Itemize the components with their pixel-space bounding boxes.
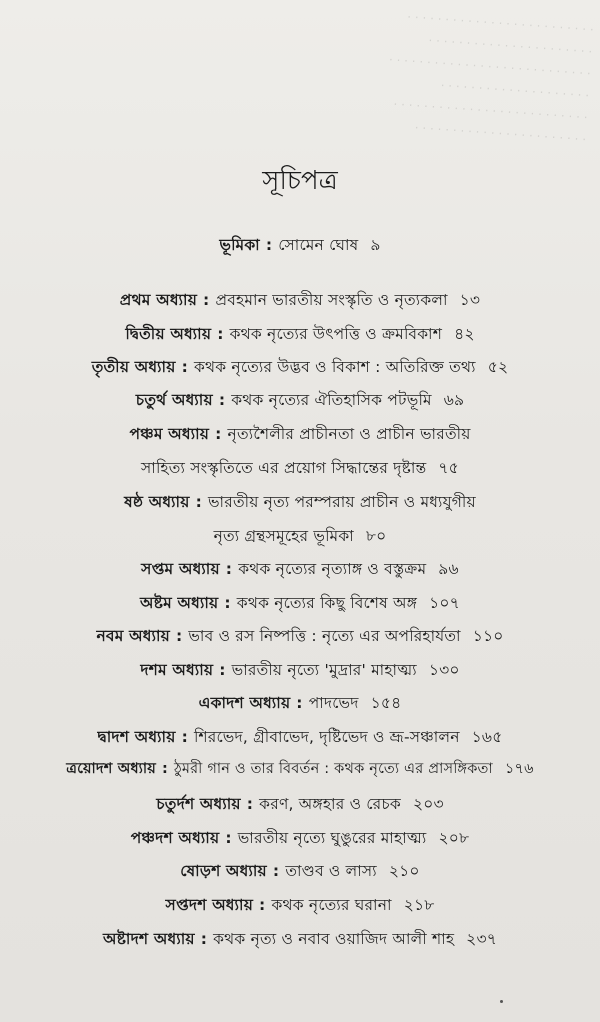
toc-text: করণ, অঙ্গহার ও রেচক bbox=[259, 795, 401, 813]
toc-entry-chapter-13: ত্রয়োদশ অধ্যায় : ঠুমরী গান ও তার বিবর্তন : কথক নৃত্যে এর প্রাসঙ্গিকতা ১৭৬ bbox=[66, 761, 534, 777]
toc-entry-chapter-6: ষষ্ঠ অধ্যায় : ভারতীয় নৃত্য পরম্পরায় প্রাচীন ও মধ্যযুগীয় নৃত্য গ্রন্থসমূহের ভূমিকা ৮০ bbox=[124, 493, 476, 545]
toc-page: ৮০ bbox=[365, 527, 387, 545]
toc-entry-chapter-3: তৃতীয় অধ্যায় : কথক নৃত্যের উদ্ভব ও বিকাশ : অতিরিক্ত তথ্য ৫২ bbox=[91, 358, 509, 376]
toc-text: কথক নৃত্যের ঘরানা bbox=[271, 896, 392, 914]
toc-entry-chapter-4: চতুর্থ অধ্যায় : কথক নৃত্যের ঐতিহাসিক পটভূমি ৬৯ bbox=[135, 391, 465, 409]
toc-page: ১৬৫ bbox=[471, 728, 503, 746]
toc-text: প্রবহমান ভারতীয় সংস্কৃতি ও নৃত্যকলা bbox=[215, 291, 448, 309]
toc-page: ২১৮ bbox=[403, 896, 435, 914]
page-title: সূচিপত্র bbox=[262, 166, 338, 196]
toc-label: ভূমিকা bbox=[219, 236, 260, 254]
toc-label: সপ্তদশ অধ্যায় bbox=[165, 896, 254, 914]
toc-label: দ্বাদশ অধ্যায় bbox=[97, 728, 176, 746]
toc-entry-chapter-9: নবম অধ্যায় : ভাব ও রস নিষ্পত্তি : নৃত্যে এর অপরিহার্যতা ১১০ bbox=[96, 627, 504, 645]
toc-page: ৪২ bbox=[454, 325, 475, 343]
toc-label: তৃতীয় অধ্যায় bbox=[91, 358, 176, 376]
toc-page: ১৩০ bbox=[428, 661, 460, 679]
toc-text: তাণ্ডব ও লাস্য bbox=[285, 862, 377, 880]
toc-entry-chapter-1: প্রথম অধ্যায় : প্রবহমান ভারতীয় সংস্কৃতি ও নৃত্যকলা ১৩ bbox=[119, 291, 481, 309]
toc-page: ২০৩ bbox=[412, 795, 444, 813]
toc-text: ভারতীয় নৃত্যে 'মুদ্রার' মাহাত্ম্য bbox=[231, 661, 417, 679]
toc-entry-chapter-2: দ্বিতীয় অধ্যায় : কথক নৃত্যের উৎপত্তি ও ক্রমবিকাশ ৪২ bbox=[125, 325, 475, 343]
toc-entry-chapter-10: দশম অধ্যায় : ভারতীয় নৃত্যে 'মুদ্রার' মাহাত্ম্য ১৩০ bbox=[140, 661, 460, 679]
toc-page: ২৩৭ bbox=[466, 930, 498, 948]
toc-page: ১০৭ bbox=[429, 594, 460, 612]
toc-text: ভাব ও রস নিষ্পত্তি : নৃত্যে এর অপরিহার্যতা bbox=[188, 627, 461, 645]
toc-text: কথক নৃত্যের কিছু বিশেষ অঙ্গ bbox=[236, 594, 418, 612]
toc-label: অষ্টাদশ অধ্যায় bbox=[102, 930, 195, 948]
toc-text: কথক নৃত্যের নৃত্যাঙ্গ ও বস্তুক্রম bbox=[238, 560, 427, 578]
toc-label: পঞ্চদশ অধ্যায় bbox=[130, 829, 220, 847]
toc-label: প্রথম অধ্যায় bbox=[119, 291, 198, 309]
toc-page: ৭৫ bbox=[438, 459, 459, 477]
toc-page: ৫২ bbox=[487, 358, 509, 376]
ink-speck bbox=[500, 1000, 503, 1003]
toc-label: সপ্তম অধ্যায় bbox=[141, 560, 220, 578]
toc-entry-chapter-12: দ্বাদশ অধ্যায় : শিরভেদ, গ্রীবাভেদ, দৃষ্টিভেদ ও ভ্রূ-সঞ্চালন ১৬৫ bbox=[97, 728, 503, 746]
toc-text: পাদভেদ bbox=[308, 694, 359, 712]
toc-label: চতুর্থ অধ্যায় bbox=[135, 391, 213, 409]
toc-entry-chapter-15: পঞ্চদশ অধ্যায় : ভারতীয় নৃত্যে ঘুঙুরের মাহাত্ম্য ২০৮ bbox=[130, 829, 470, 847]
toc-text: ভারতীয় নৃত্য পরম্পরায় প্রাচীন ও মধ্যযুগীয় bbox=[207, 493, 476, 511]
toc-label: দশম অধ্যায় bbox=[140, 661, 214, 679]
toc-text: সোমেন ঘোষ bbox=[278, 236, 359, 254]
toc-text: কথক নৃত্যের ঐতিহাসিক পটভূমি bbox=[231, 391, 432, 409]
toc-page: ১৩ bbox=[459, 291, 481, 309]
toc-text: ঠুমরী গান ও তার বিবর্তন : কথক নৃত্যে এর প্রাসঙ্গিকতা bbox=[173, 761, 493, 777]
toc-entry-chapter-11: একাদশ অধ্যায় : পাদভেদ ১৫৪ bbox=[198, 694, 402, 712]
toc-text-continued: নৃত্য গ্রন্থসমূহের ভূমিকা bbox=[213, 527, 354, 545]
toc-label: অষ্টম অধ্যায় bbox=[140, 594, 219, 612]
toc-entry-chapter-5: পঞ্চম অধ্যায় : নৃত্যশৈলীর প্রাচীনতা ও প্রাচীন ভারতীয় সাহিত্য সংস্কৃতিতে এর প্রয়োগ সিদ্ধান্তের দৃষ্টান্ত ৭৫ bbox=[129, 425, 471, 477]
toc-page: ১১০ bbox=[472, 627, 504, 645]
toc-label: ষষ্ঠ অধ্যায় bbox=[124, 493, 190, 511]
toc-label: ষোড়শ অধ্যায় bbox=[180, 862, 267, 880]
toc-text: শিরভেদ, গ্রীবাভেদ, দৃষ্টিভেদ ও ভ্রূ-সঞ্চালন bbox=[193, 728, 460, 746]
toc-entry-chapter-18: অষ্টাদশ অধ্যায় : কথক নৃত্য ও নবাব ওয়াজিদ আলী শাহ ২৩৭ bbox=[102, 930, 498, 948]
toc-page: ৬৯ bbox=[443, 391, 465, 409]
toc-label: নবম অধ্যায় bbox=[96, 627, 170, 645]
toc-label: ত্রয়োদশ অধ্যায় bbox=[66, 761, 156, 777]
toc-text: কথক নৃত্য ও নবাব ওয়াজিদ আলী শাহ bbox=[213, 930, 455, 948]
toc-label: একাদশ অধ্যায় bbox=[198, 694, 291, 712]
toc-page: ২০৮ bbox=[438, 829, 470, 847]
toc-text: কথক নৃত্যের উদ্ভব ও বিকাশ : অতিরিক্ত তথ্য bbox=[193, 358, 476, 376]
toc-page: ১৭৬ bbox=[504, 761, 534, 777]
toc-entry-chapter-16: ষোড়শ অধ্যায় : তাণ্ডব ও লাস্য ২১০ bbox=[180, 862, 420, 880]
toc-page: ১৫৪ bbox=[370, 694, 402, 712]
toc-label: পঞ্চম অধ্যায় bbox=[129, 425, 210, 443]
toc-entry-chapter-8: অষ্টম অধ্যায় : কথক নৃত্যের কিছু বিশেষ অঙ্গ ১০৭ bbox=[140, 594, 460, 612]
toc-text: ভারতীয় নৃত্যে ঘুঙুরের মাহাত্ম্য bbox=[237, 829, 427, 847]
toc-page: ২১০ bbox=[388, 862, 420, 880]
toc-label: দ্বিতীয় অধ্যায় bbox=[125, 325, 212, 343]
toc-page: ৯৬ bbox=[438, 560, 459, 578]
toc-entry-chapter-14: চতুর্দশ অধ্যায় : করণ, অঙ্গহার ও রেচক ২০৩ bbox=[156, 795, 444, 813]
toc-text-continued: সাহিত্য সংস্কৃতিতে এর প্রয়োগ সিদ্ধান্তের দৃষ্টান্ত bbox=[141, 459, 427, 477]
toc-entry-chapter-7: সপ্তম অধ্যায় : কথক নৃত্যের নৃত্যাঙ্গ ও বস্তুক্রম ৯৬ bbox=[141, 560, 459, 578]
toc-label: চতুর্দশ অধ্যায় bbox=[156, 795, 241, 813]
toc-text: কথক নৃত্যের উৎপত্তি ও ক্রমবিকাশ bbox=[229, 325, 443, 343]
show-through-text: . . . . . . . . . . . . . . . . . . . . . . . . . . . . . . . . . . . . . . . . . . . . . . . . . . . . . . . . . . . . . . . . . . . . . . . . . . . . . . . . . . . . . . . . . . . . . . . . . . . . . . . . . . . . . . . . . . . . . . . . . . . . . . . . . . . . . . . . . . . . . . . bbox=[388, 6, 595, 144]
toc-entry-bhumika: ভূমিকা : সোমেন ঘোষ ৯ bbox=[219, 236, 381, 254]
toc-entry-chapter-17: সপ্তদশ অধ্যায় : কথক নৃত্যের ঘরানা ২১৮ bbox=[165, 896, 435, 914]
toc-text: নৃত্যশৈলীর প্রাচীনতা ও প্রাচীন ভারতীয় bbox=[227, 425, 471, 443]
toc-page: ৯ bbox=[370, 236, 381, 254]
